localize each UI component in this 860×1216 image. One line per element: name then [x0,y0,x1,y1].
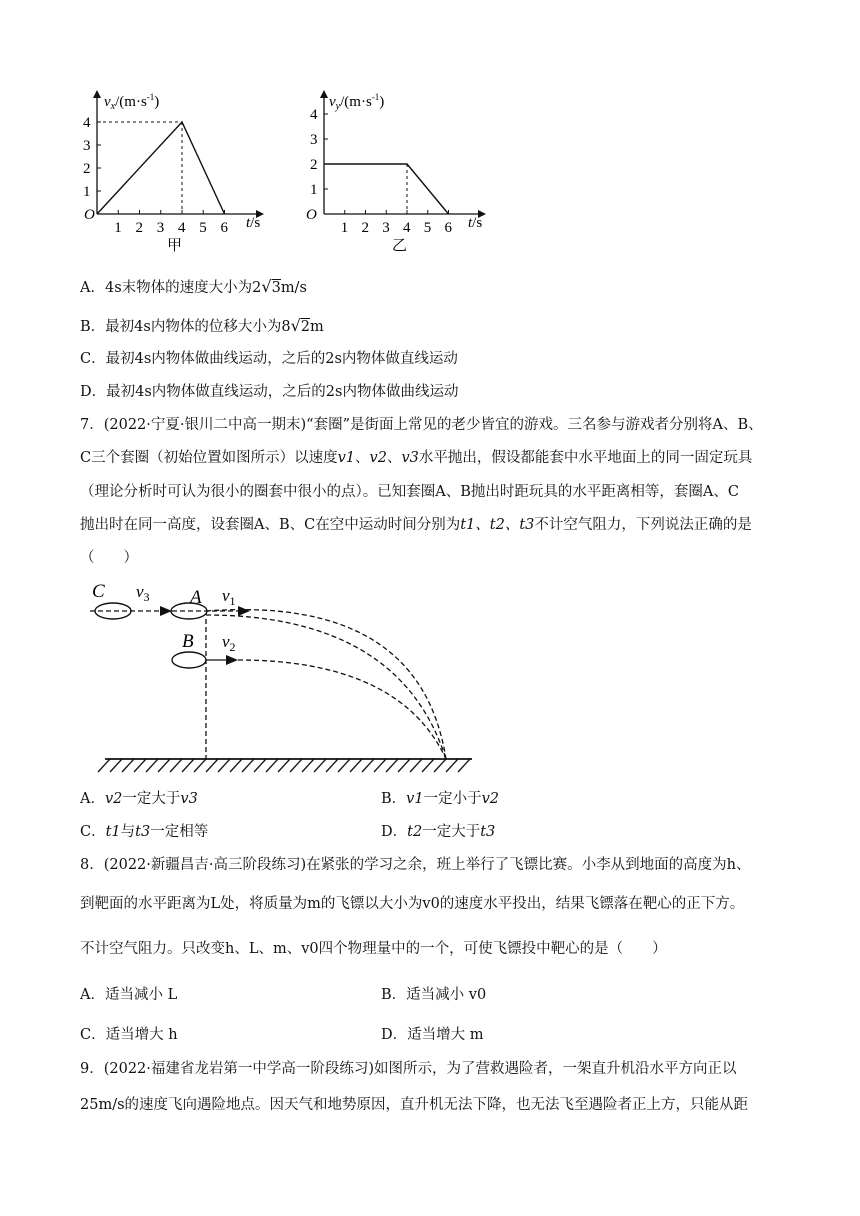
q8-option-d: D．适当增大 m [381,1027,484,1043]
hatch-mark [386,759,398,772]
text: 抛出时在同一高度，设套圈A、B、C在空中运动时间分别为 [80,517,461,533]
hatch-mark [254,759,266,772]
trajectory-b [238,660,446,759]
var-v1: v1 [337,450,356,466]
hatch-mark [170,759,182,772]
coefficient: 8 [281,319,291,335]
hatch-mark [110,759,122,772]
text: 水平抛出，假设都能套中水平地面上的同一固定玩具 [418,450,753,466]
arrow-v2 [226,655,238,665]
y-tick-label: 1 [83,184,91,200]
velocity-graph-jia [78,84,278,264]
radicand: 3 [271,280,281,296]
var-v3: v3 [401,450,419,466]
hatch-mark [338,759,350,772]
hatch-mark [302,759,314,772]
q6-option-b [80,316,324,337]
separator: 、 [386,450,402,466]
hatch-mark [158,759,170,772]
q9-line-1: 9．(2022·福建省龙岩第一中学高一阶段练习)如图所示，为了营救遇险者，一架直升机沿水平方向正以 [80,1061,737,1077]
x-axis-label: t/s [468,215,483,231]
x-tick-label: 1 [340,220,349,236]
y-tick-label: 1 [310,182,318,198]
x-tick-label: 6 [220,220,228,236]
hatch-mark [446,759,458,772]
y-tick-label: 4 [310,107,318,123]
coefficient: 2 [252,280,262,296]
option-text: A．4s末物体的速度大小为 [80,280,253,296]
hatch-mark [194,759,206,772]
label-v1: $v_1$ [222,586,236,608]
q6-option-d: D．最初4s内物体做直线运动，之后的2s内物体做曲线运动 [80,384,459,400]
hatch-mark [266,759,278,772]
label-v3: $v_3$ [136,582,150,604]
velocity-graph-yi [300,84,500,264]
y-tick-label: 3 [83,138,91,154]
hatch-mark [410,759,422,772]
q8-line-3: 不计空气阻力。只改变h、L、m、v0四个物理量中的一个，可使飞镖投中靶心的是（ ） [80,941,667,957]
hatch-mark [98,759,110,772]
var-v2: v2 [369,450,387,466]
hatch-mark [242,759,254,772]
q7-line-4 [80,515,752,535]
hatch-mark [230,759,242,772]
q7-line-3: （理论分析时可认为很小的圈套中很小的点）。已知套圈A、B抛出时距玩具的水平距离相等，套圈A、C [80,484,739,500]
label-c: C [92,581,105,602]
x-tick-label: 3 [156,220,165,236]
option-text: B．最初4s内物体的位移大小为 [80,319,282,335]
ground-hatching [98,759,470,772]
label-b: B [182,631,194,652]
hatch-mark [146,759,158,772]
sqrt-sign: √ [290,316,301,335]
ring-toss-figure [80,575,480,780]
x-tick-label: 6 [444,220,452,236]
label-v2: $v_2$ [222,632,236,654]
q7-option-a: A．v2一定大于v3 [80,791,198,807]
text: 不计空气阻力，下列说法正确的是 [534,517,752,533]
ring-b [172,652,206,668]
velocity-curve [324,164,449,214]
x-tick-label: 5 [199,220,207,236]
hatch-mark [314,759,326,772]
q7-option-c: C．t1与t3一定相等 [80,824,209,840]
hatch-mark [290,759,302,772]
origin-label: O [306,207,317,223]
hatch-mark [218,759,230,772]
graph-caption: 甲 [167,238,183,254]
y-tick-label: 4 [83,115,91,131]
hatch-mark [362,759,374,772]
q8-line-2: 到靶面的水平距离为L处，将质量为m的飞镖以大小为v0的速度水平投出，结果飞镖落在靶心的正下方。 [80,896,745,912]
x-tick-label: 4 [178,220,186,236]
hatch-mark [278,759,290,772]
arrow-v1 [238,606,250,616]
q9-line-2: 25m/s的速度飞向遇险地点。因天气和地势原因，直升机无法下降，也无法飞至遇险者正上方，只能从距 [80,1097,749,1113]
x-tick-label: 2 [135,220,143,236]
q8-line-1: 8．(2022·新疆昌吉·高三阶段练习)在紧张的学习之余，班上举行了飞镖比赛。小李从到地面的高度为h、 [80,857,751,873]
q8-option-b: B．适当减小 v0 [381,987,487,1003]
text: C三个套圈（初始位置如图所示）以速度 [80,450,338,466]
q6-option-c: C．最初4s内物体做曲线运动，之后的2s内物体做直线运动 [80,351,458,367]
hatch-mark [182,759,194,772]
q8-option-a: A．适当减小 L [80,987,178,1003]
x-tick-label: 1 [114,220,122,236]
x-tick-label: 3 [382,220,390,236]
var-times: t1、t2、t3 [460,517,535,533]
hatch-mark [206,759,218,772]
origin-label: O [84,207,95,223]
graph-caption: 乙 [392,238,408,254]
unit: m [310,319,324,335]
q7-option-d: D．t2一定大于t3 [381,824,496,840]
x-tick-label: 5 [423,220,432,236]
hatch-mark [134,759,146,772]
hatch-mark [122,759,134,772]
x-tick-label: 4 [403,220,411,236]
separator: 、 [355,450,370,466]
hatch-mark [434,759,446,772]
y-axis-label: $v_y/(m\cdot s^{-1})$ [329,92,385,112]
hatch-mark [350,759,362,772]
sqrt-sign: √ [261,277,272,296]
y-axis-arrow [320,90,328,98]
trajectory-a [206,615,446,759]
arrow-v3 [160,606,172,616]
velocity-curve [97,122,225,214]
q7-line-5: （ ） [80,550,138,566]
y-tick-label: 3 [310,132,318,148]
hatch-mark [374,759,386,772]
y-tick-label: 2 [83,161,91,177]
radicand: 2 [300,319,310,335]
hatch-mark [458,759,470,772]
trajectory-c [206,610,446,759]
x-axis-label: t/s [246,215,261,231]
q8-option-c: C．适当增大 h [80,1027,178,1043]
hatch-mark [398,759,410,772]
y-axis-arrow [93,90,101,98]
unit: m/s [280,280,307,296]
q7-option-b: B．v1一定小于v2 [381,791,499,807]
q7-line-1: 7．(2022·宁夏·银川二中高一期末)“套圈”是街面上常见的老少皆宜的游戏。三名参与游戏者分别将A、B、 [80,417,763,433]
q6-option-a [80,277,307,298]
y-tick-label: 2 [310,157,318,173]
q7-line-2 [80,448,752,468]
y-axis-label: $v_x/(m\cdot s^{-1})$ [104,92,160,112]
hatch-mark [422,759,434,772]
x-tick-label: 2 [361,220,369,236]
label-a: A [190,587,202,608]
hatch-mark [326,759,338,772]
